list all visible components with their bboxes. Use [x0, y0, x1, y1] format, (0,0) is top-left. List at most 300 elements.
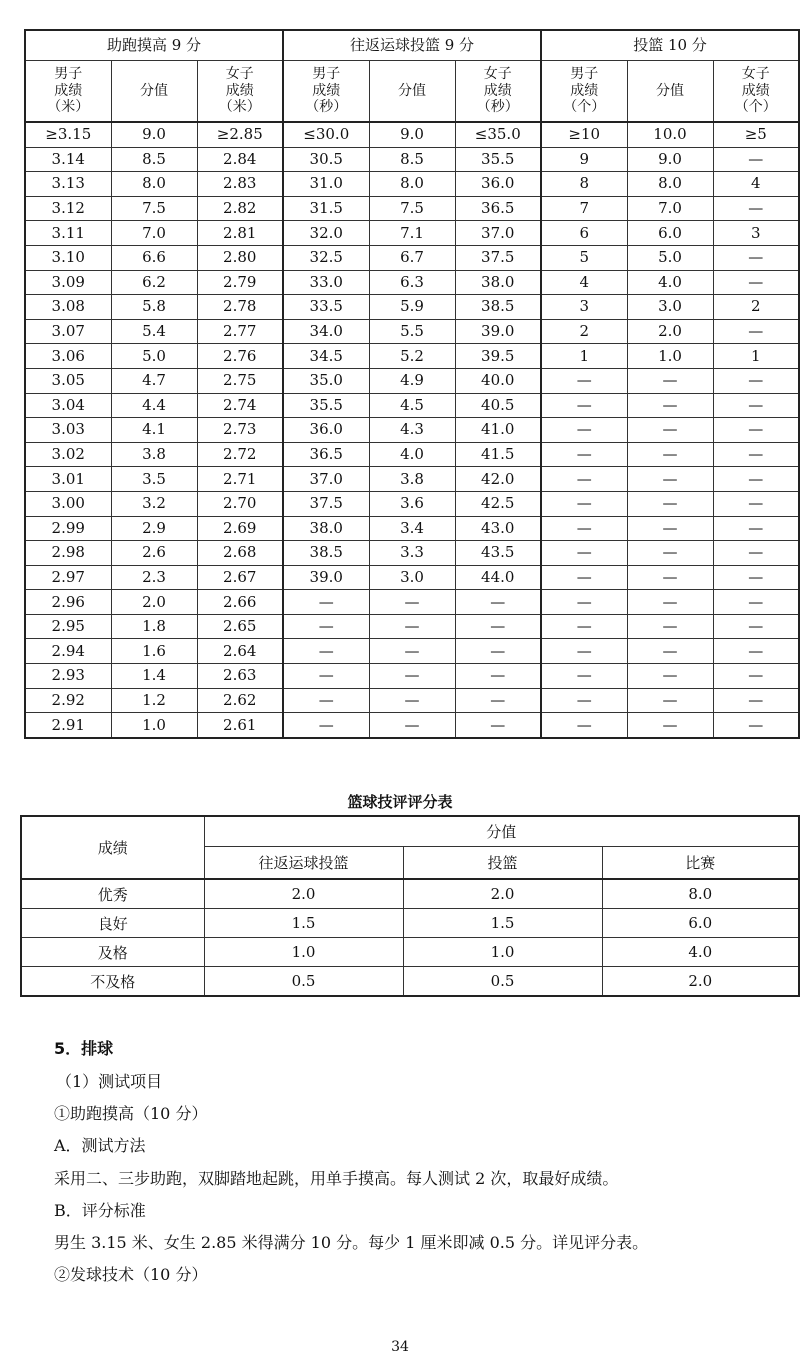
table-cell: —: [627, 516, 713, 541]
table-cell: —: [713, 565, 799, 590]
table-cell: 5.8: [111, 295, 197, 320]
table-cell: 2: [541, 319, 627, 344]
section-line: ②发球技术（10 分）: [54, 1265, 208, 1284]
table-cell: 5.0: [111, 344, 197, 369]
table-cell: —: [713, 664, 799, 689]
table-cell: —: [713, 639, 799, 664]
table-cell: 2.67: [197, 565, 283, 590]
table-cell: 2.97: [25, 565, 111, 590]
table-cell: 2.69: [197, 516, 283, 541]
table-cell: ≤30.0: [283, 122, 369, 147]
table-cell: 不及格: [21, 967, 204, 997]
table-title: 篮球技评评分表: [347, 793, 453, 811]
table-cell: —: [627, 368, 713, 393]
group-header-row: [25, 30, 799, 61]
table-cell: 1.2: [111, 688, 197, 713]
table-cell: 31.5: [283, 196, 369, 221]
sub-header-cell: 女子 成绩 （个）: [713, 61, 799, 123]
table-cell: —: [541, 639, 627, 664]
table-cell: 2.61: [197, 713, 283, 738]
table-cell: 7.5: [369, 196, 455, 221]
scoring-table-basketball: [24, 29, 800, 739]
table-cell: 38.5: [283, 541, 369, 566]
subcol-dribble: 往返运球投篮: [204, 847, 403, 880]
table-cell: 2.79: [197, 270, 283, 295]
table-cell: 优秀: [21, 879, 204, 909]
table-cell: 2.73: [197, 418, 283, 443]
table-cell: 44.0: [455, 565, 541, 590]
table-cell: 3.06: [25, 344, 111, 369]
table-cell: 2.93: [25, 664, 111, 689]
table-cell: 8: [541, 172, 627, 197]
table-cell: 3.01: [25, 467, 111, 492]
table-row: [25, 516, 799, 541]
table-cell: 2.83: [197, 172, 283, 197]
table-cell: 3.14: [25, 147, 111, 172]
table-cell: 39.0: [455, 319, 541, 344]
table-cell: 9.0: [111, 122, 197, 147]
table-cell: 7: [541, 196, 627, 221]
table-cell: 7.5: [111, 196, 197, 221]
sub-header-cell: 男子 成绩 （个）: [541, 61, 627, 123]
table-cell: 4.3: [369, 418, 455, 443]
table-row: [25, 442, 799, 467]
table-cell: 30.5: [283, 147, 369, 172]
table-cell: 4.0: [602, 938, 799, 967]
table-cell: 0.5: [204, 967, 403, 997]
table-cell: ≤35.0: [455, 122, 541, 147]
table-row: [25, 245, 799, 270]
table-cell: 5: [541, 245, 627, 270]
table-cell: 3.02: [25, 442, 111, 467]
table-cell: 43.5: [455, 541, 541, 566]
table-cell: —: [369, 688, 455, 713]
table-cell: 2.63: [197, 664, 283, 689]
table-cell: 4.4: [111, 393, 197, 418]
table-cell: —: [283, 614, 369, 639]
table-cell: 2.68: [197, 541, 283, 566]
table-cell: 0.5: [403, 967, 602, 997]
section-line: A．测试方法: [54, 1136, 146, 1155]
table-cell: 2.0: [111, 590, 197, 615]
table-cell: 2.92: [25, 688, 111, 713]
table-cell: 4.1: [111, 418, 197, 443]
table-cell: —: [713, 147, 799, 172]
table-cell: —: [713, 614, 799, 639]
table-row: [25, 270, 799, 295]
table-cell: 3.6: [369, 491, 455, 516]
sub-header-cell: 女子 成绩 （米）: [197, 61, 283, 123]
section-line: （1）测试项目: [56, 1072, 163, 1091]
sub-header-cell: 男子 成绩 （米）: [25, 61, 111, 123]
table-cell: 8.5: [369, 147, 455, 172]
section-line: 采用二、三步助跑，双脚踏地起跳，用单手摸高。每人测试 2 次，取最好成绩。: [54, 1169, 619, 1188]
table-cell: 7.1: [369, 221, 455, 246]
table-row: [21, 879, 799, 909]
table-cell: 34.5: [283, 344, 369, 369]
table-cell: 40.5: [455, 393, 541, 418]
table-cell: 1.8: [111, 614, 197, 639]
table-cell: —: [713, 541, 799, 566]
table-cell: 8.0: [602, 879, 799, 909]
table-row: [25, 172, 799, 197]
table-cell: 2.9: [111, 516, 197, 541]
table-cell: —: [627, 614, 713, 639]
table-cell: —: [713, 590, 799, 615]
table-cell: —: [713, 270, 799, 295]
section-line: 男生 3.15 米、女生 2.85 米得满分 10 分。每少 1 厘米即减 0.5 分。详见评分表。: [54, 1233, 649, 1252]
table-cell: 6.6: [111, 245, 197, 270]
table-cell: —: [713, 245, 799, 270]
table-cell: —: [541, 393, 627, 418]
table-cell: 2.95: [25, 614, 111, 639]
table-cell: 3.05: [25, 368, 111, 393]
table-cell: —: [713, 713, 799, 738]
table-cell: 7.0: [111, 221, 197, 246]
table-cell: 2.3: [111, 565, 197, 590]
table-cell: 34.0: [283, 319, 369, 344]
table-row: [25, 147, 799, 172]
table-row: [25, 196, 799, 221]
table-cell: 43.0: [455, 516, 541, 541]
table-cell: 2.65: [197, 614, 283, 639]
table-cell: —: [627, 393, 713, 418]
table-cell: 2.64: [197, 639, 283, 664]
table-row: [25, 688, 799, 713]
table-cell: 4.0: [627, 270, 713, 295]
group-header-jump: 助跑摸高 9 分: [25, 30, 283, 61]
section-heading: 5．排球: [54, 1039, 114, 1058]
table-cell: —: [713, 196, 799, 221]
table-row: [25, 565, 799, 590]
table-cell: —: [283, 713, 369, 738]
table-cell: 3.03: [25, 418, 111, 443]
table-cell: 37.0: [283, 467, 369, 492]
table-cell: 2.62: [197, 688, 283, 713]
table-cell: —: [627, 442, 713, 467]
table-cell: 2.98: [25, 541, 111, 566]
table-cell: 3.08: [25, 295, 111, 320]
table-cell: —: [627, 491, 713, 516]
table-cell: 2.74: [197, 393, 283, 418]
table-cell: 3.12: [25, 196, 111, 221]
table-row: [25, 319, 799, 344]
table-row: [25, 122, 799, 147]
table-row: [25, 368, 799, 393]
grade-header: 成绩: [21, 816, 204, 879]
table-cell: —: [627, 688, 713, 713]
table-cell: 1: [541, 344, 627, 369]
table-cell: 4: [541, 270, 627, 295]
table-cell: 4.9: [369, 368, 455, 393]
table-cell: 1.4: [111, 664, 197, 689]
table-cell: —: [713, 319, 799, 344]
table-cell: 2.91: [25, 713, 111, 738]
table-cell: —: [713, 368, 799, 393]
table-cell: 2.78: [197, 295, 283, 320]
table-cell: —: [541, 713, 627, 738]
table-row: [21, 967, 799, 997]
table-cell: 2.76: [197, 344, 283, 369]
table-cell: 31.0: [283, 172, 369, 197]
table-cell: —: [455, 664, 541, 689]
table-cell: —: [541, 516, 627, 541]
table-row: [25, 664, 799, 689]
group-header-dribble: 往返运球投篮 9 分: [283, 30, 541, 61]
table-cell: —: [455, 713, 541, 738]
table-cell: —: [627, 541, 713, 566]
table-row: [25, 491, 799, 516]
table-cell: 2.82: [197, 196, 283, 221]
table-cell: 3: [541, 295, 627, 320]
table-cell: 39.0: [283, 565, 369, 590]
table-cell: —: [455, 639, 541, 664]
table-cell: —: [283, 688, 369, 713]
table-cell: 38.5: [455, 295, 541, 320]
table-cell: —: [541, 541, 627, 566]
table-cell: 3.3: [369, 541, 455, 566]
table-cell: —: [713, 393, 799, 418]
table-cell: —: [541, 467, 627, 492]
table-cell: 37.5: [455, 245, 541, 270]
header-row: [21, 816, 799, 847]
table-cell: 3.07: [25, 319, 111, 344]
table-cell: 37.0: [455, 221, 541, 246]
table-cell: 1.0: [627, 344, 713, 369]
table-cell: 3.0: [369, 565, 455, 590]
table-cell: 2.96: [25, 590, 111, 615]
table-cell: 3.2: [111, 491, 197, 516]
table-cell: 3.10: [25, 245, 111, 270]
table-cell: 2: [713, 295, 799, 320]
table-cell: —: [455, 688, 541, 713]
table-cell: 2.0: [602, 967, 799, 997]
table-cell: 3.09: [25, 270, 111, 295]
table-cell: —: [541, 491, 627, 516]
sub-header-cell: 分值: [369, 61, 455, 123]
table-cell: 36.0: [455, 172, 541, 197]
table-cell: —: [283, 590, 369, 615]
table-cell: 5.2: [369, 344, 455, 369]
table-cell: 6.2: [111, 270, 197, 295]
table-cell: 42.0: [455, 467, 541, 492]
table-cell: 1.0: [403, 938, 602, 967]
score-header: 分值: [204, 816, 799, 847]
table-cell: 2.99: [25, 516, 111, 541]
table-cell: 5.0: [627, 245, 713, 270]
table-cell: 32.5: [283, 245, 369, 270]
table-cell: 42.5: [455, 491, 541, 516]
table-cell: 2.0: [627, 319, 713, 344]
table-cell: 2.72: [197, 442, 283, 467]
table-row: [25, 295, 799, 320]
table-cell: —: [627, 467, 713, 492]
subcol-match: 比赛: [602, 847, 799, 880]
table-cell: 及格: [21, 938, 204, 967]
table-cell: 1.5: [204, 909, 403, 938]
table-cell: 6.7: [369, 245, 455, 270]
table-cell: —: [627, 590, 713, 615]
table-cell: —: [541, 664, 627, 689]
table-cell: 6.0: [602, 909, 799, 938]
table-cell: 6.3: [369, 270, 455, 295]
table-cell: —: [369, 713, 455, 738]
table-cell: 3.4: [369, 516, 455, 541]
table-cell: 36.5: [283, 442, 369, 467]
table-cell: 8.5: [111, 147, 197, 172]
table-cell: —: [369, 664, 455, 689]
skill-evaluation-table: [20, 815, 800, 997]
table-cell: —: [627, 565, 713, 590]
table-row: [25, 639, 799, 664]
table-cell: 2.70: [197, 491, 283, 516]
table-row: [25, 467, 799, 492]
table-cell: 41.5: [455, 442, 541, 467]
subcol-shooting: 投篮: [403, 847, 602, 880]
table-cell: —: [541, 368, 627, 393]
table-cell: 33.0: [283, 270, 369, 295]
table-cell: 5.5: [369, 319, 455, 344]
sub-header-cell: 女子 成绩 （秒）: [455, 61, 541, 123]
page-number: 34: [391, 1339, 409, 1355]
sub-header-cell: 分值: [627, 61, 713, 123]
table-cell: 3: [713, 221, 799, 246]
table-cell: 2.84: [197, 147, 283, 172]
table-cell: —: [627, 713, 713, 738]
sub-header-cell: 男子 成绩 （秒）: [283, 61, 369, 123]
table-cell: —: [283, 664, 369, 689]
table-cell: —: [455, 590, 541, 615]
table-row: [25, 344, 799, 369]
table-cell: ≥10: [541, 122, 627, 147]
table-cell: 36.5: [455, 196, 541, 221]
table-cell: 6.0: [627, 221, 713, 246]
table-row: [25, 418, 799, 443]
table-cell: 8.0: [627, 172, 713, 197]
table-cell: —: [283, 639, 369, 664]
table-cell: 35.5: [283, 393, 369, 418]
section-line: B．评分标准: [54, 1201, 146, 1220]
table-cell: 5.4: [111, 319, 197, 344]
table-row: [21, 938, 799, 967]
table-cell: 2.75: [197, 368, 283, 393]
group-header-shooting: 投篮 10 分: [541, 30, 799, 61]
table-cell: —: [541, 688, 627, 713]
table-cell: 3.8: [369, 467, 455, 492]
table-cell: 33.5: [283, 295, 369, 320]
table-cell: 35.0: [283, 368, 369, 393]
table-cell: 3.04: [25, 393, 111, 418]
table-cell: ≥2.85: [197, 122, 283, 147]
table-cell: —: [713, 516, 799, 541]
table-cell: 3.8: [111, 442, 197, 467]
table-cell: 良好: [21, 909, 204, 938]
table-cell: 36.0: [283, 418, 369, 443]
table-cell: —: [627, 639, 713, 664]
table-cell: —: [369, 614, 455, 639]
table-cell: —: [455, 614, 541, 639]
table-cell: —: [713, 442, 799, 467]
table-cell: ≥3.15: [25, 122, 111, 147]
table-row: [25, 393, 799, 418]
table-cell: —: [541, 590, 627, 615]
table-cell: 38.0: [455, 270, 541, 295]
table-cell: 1.0: [204, 938, 403, 967]
table-cell: 2.0: [403, 879, 602, 909]
table-cell: —: [369, 639, 455, 664]
table-cell: ≥5: [713, 122, 799, 147]
table-cell: 7.0: [627, 196, 713, 221]
table-cell: 4.7: [111, 368, 197, 393]
table-row: [25, 614, 799, 639]
table-cell: —: [541, 442, 627, 467]
table-cell: 35.5: [455, 147, 541, 172]
table-cell: 3.00: [25, 491, 111, 516]
table-row: [25, 221, 799, 246]
table-cell: 40.0: [455, 368, 541, 393]
table-row: [21, 909, 799, 938]
table-cell: —: [627, 418, 713, 443]
table-row: [25, 541, 799, 566]
table-row: [25, 713, 799, 738]
table-cell: 32.0: [283, 221, 369, 246]
table-cell: 1.0: [111, 713, 197, 738]
table-cell: —: [713, 688, 799, 713]
table-cell: 8.0: [111, 172, 197, 197]
table-cell: 3.5: [111, 467, 197, 492]
table-cell: —: [713, 467, 799, 492]
table-cell: 38.0: [283, 516, 369, 541]
table-cell: 9: [541, 147, 627, 172]
table-row: [25, 590, 799, 615]
table-cell: 2.0: [204, 879, 403, 909]
table-cell: 2.66: [197, 590, 283, 615]
table-cell: 3.0: [627, 295, 713, 320]
table-cell: 2.80: [197, 245, 283, 270]
table-cell: 2.81: [197, 221, 283, 246]
table-cell: 10.0: [627, 122, 713, 147]
table-cell: 1: [713, 344, 799, 369]
table-cell: 1.6: [111, 639, 197, 664]
table-cell: 2.94: [25, 639, 111, 664]
table-cell: 4.5: [369, 393, 455, 418]
table-cell: —: [369, 590, 455, 615]
table-cell: 37.5: [283, 491, 369, 516]
table-cell: 9.0: [369, 122, 455, 147]
table-cell: —: [541, 418, 627, 443]
table-cell: 8.0: [369, 172, 455, 197]
table-cell: —: [541, 565, 627, 590]
table-cell: 2.71: [197, 467, 283, 492]
table-cell: 4: [713, 172, 799, 197]
sub-header-row: [25, 61, 799, 123]
table-cell: —: [627, 664, 713, 689]
section-line: ①助跑摸高（10 分）: [54, 1104, 208, 1123]
table-cell: 4.0: [369, 442, 455, 467]
table-cell: —: [713, 491, 799, 516]
sub-header-cell: 分值: [111, 61, 197, 123]
table-cell: 6: [541, 221, 627, 246]
table-cell: —: [541, 614, 627, 639]
table-cell: 41.0: [455, 418, 541, 443]
table-cell: 39.5: [455, 344, 541, 369]
table-cell: 5.9: [369, 295, 455, 320]
table-cell: 2.6: [111, 541, 197, 566]
table-cell: 9.0: [627, 147, 713, 172]
table-cell: 3.11: [25, 221, 111, 246]
table-cell: —: [713, 418, 799, 443]
table-cell: 2.77: [197, 319, 283, 344]
